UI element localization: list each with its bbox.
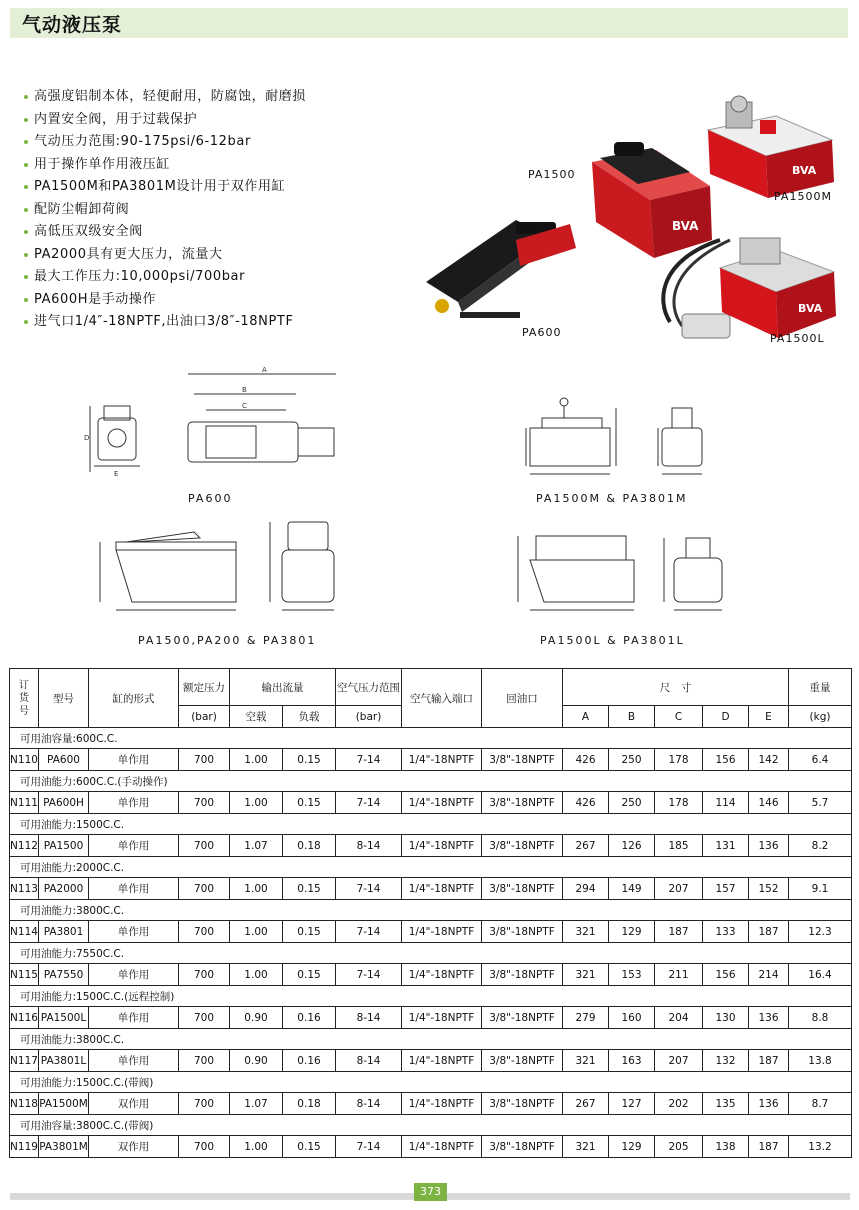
- capacity-caption: 可用油能力:1500C.C.: [10, 814, 852, 835]
- bullet-icon: [24, 208, 28, 212]
- header-unit-kg: (kg): [789, 706, 852, 728]
- table-cell: 8.8: [789, 1007, 852, 1029]
- table-cell: 0.90: [230, 1050, 283, 1072]
- feature-text: PA600H是手动操作: [34, 291, 157, 307]
- dim-c: C: [242, 402, 247, 410]
- table-row: [10, 921, 852, 943]
- capacity-caption: 可用油能力:3800C.C.: [10, 1029, 852, 1050]
- drawing-label-pa1500: PA1500,PA200 & PA3801: [138, 634, 317, 647]
- bullet-icon: [24, 95, 28, 99]
- drawing-label-pa1500m: PA1500M & PA3801M: [536, 492, 688, 505]
- table-cell: 单作用: [89, 921, 179, 943]
- table-cell: 321: [563, 1050, 609, 1072]
- table-row: [10, 792, 852, 814]
- feature-text: 高低压双级安全阀: [34, 224, 143, 239]
- feature-item: [22, 221, 306, 244]
- header-unit-bar: (bar): [179, 706, 230, 728]
- table-cell: 136: [749, 1093, 789, 1115]
- label-pa1500: PA1500: [528, 168, 576, 181]
- table-cell: 7-14: [336, 792, 402, 814]
- table-cell: 0.15: [283, 792, 336, 814]
- table-cell: 1/4"-18NPTF: [402, 835, 482, 857]
- table-cell: N112: [10, 835, 39, 857]
- pa1500l-brand-logo: BVA: [798, 302, 823, 315]
- table-cell: 0.18: [283, 835, 336, 857]
- table-cell: 1/4"-18NPTF: [402, 1007, 482, 1029]
- table-cell: 700: [179, 749, 230, 771]
- table-cell: 7-14: [336, 1136, 402, 1158]
- table-cell: 3/8"-18NPTF: [482, 878, 563, 900]
- table-cell: 149: [609, 878, 655, 900]
- table-row: [10, 1136, 852, 1158]
- header-bar: [10, 8, 848, 38]
- table-cell: 135: [703, 1093, 749, 1115]
- table-cell: 700: [179, 1007, 230, 1029]
- table-cell: 250: [609, 749, 655, 771]
- table-cell: 204: [655, 1007, 703, 1029]
- table-cell: 187: [749, 1136, 789, 1158]
- dim-a: A: [262, 366, 267, 374]
- table-cell: 267: [563, 1093, 609, 1115]
- table-cell: 8-14: [336, 1093, 402, 1115]
- table-cell: 153: [609, 964, 655, 986]
- table-cell: 700: [179, 921, 230, 943]
- table-cell: 0.90: [230, 1007, 283, 1029]
- table-cell: 133: [703, 921, 749, 943]
- table-cell: 129: [609, 1136, 655, 1158]
- header-oil-return: 回油口: [482, 669, 563, 728]
- dim-e: E: [114, 470, 119, 478]
- table-cell: 214: [749, 964, 789, 986]
- label-pa1500m: PA1500M: [774, 190, 832, 203]
- table-cell: 6.4: [789, 749, 852, 771]
- table-cell: 1.07: [230, 1093, 283, 1115]
- table-cell: 321: [563, 964, 609, 986]
- pa1500m-drawing: [526, 398, 702, 474]
- table-cell: 3/8"-18NPTF: [482, 749, 563, 771]
- table-cell: 156: [703, 749, 749, 771]
- table-cell: N118: [10, 1093, 39, 1115]
- table-cell: 单作用: [89, 964, 179, 986]
- dim-d: D: [84, 434, 90, 442]
- table-cell: 12.3: [789, 921, 852, 943]
- table-cell: 单作用: [89, 792, 179, 814]
- table-cell: PA600: [39, 749, 89, 771]
- table-cell: 0.18: [283, 1093, 336, 1115]
- table-row: [10, 878, 852, 900]
- table-cell: 0.16: [283, 1007, 336, 1029]
- header-air-inlet: 空气输入端口: [402, 669, 482, 728]
- table-cell: N110: [10, 749, 39, 771]
- table-cell: PA3801L: [39, 1050, 89, 1072]
- table-cell: 0.15: [283, 878, 336, 900]
- feature-item: [22, 244, 306, 267]
- table-cell: 207: [655, 1050, 703, 1072]
- table-cell: 185: [655, 835, 703, 857]
- table-cell: 3/8"-18NPTF: [482, 921, 563, 943]
- table-cell: 700: [179, 835, 230, 857]
- table-cell: PA1500M: [39, 1093, 89, 1115]
- label-pa600: PA600: [522, 326, 562, 339]
- dimension-drawings: [60, 362, 820, 662]
- header-dim-c: C: [655, 706, 703, 728]
- header-output-flow: 输出流量: [230, 669, 336, 706]
- pa1500m-pump-image: [708, 96, 834, 198]
- capacity-caption: 可用油能力:2000C.C.: [10, 857, 852, 878]
- table-cell: 8.2: [789, 835, 852, 857]
- product-photos: [420, 90, 840, 350]
- table-cell: 130: [703, 1007, 749, 1029]
- table-cell: 138: [703, 1136, 749, 1158]
- header-weight: 重量: [789, 669, 852, 706]
- table-cell: 163: [609, 1050, 655, 1072]
- table-cell: 1.00: [230, 964, 283, 986]
- pa1500-drawing: [100, 522, 334, 610]
- bullet-icon: [24, 185, 28, 189]
- table-cell: 3/8"-18NPTF: [482, 835, 563, 857]
- feature-item: [22, 311, 306, 334]
- feature-item: [22, 289, 306, 312]
- capacity-caption: 可用油能力:1500C.C.(带阀): [10, 1072, 852, 1093]
- table-cell: 8-14: [336, 1007, 402, 1029]
- feature-item: [22, 176, 306, 199]
- pa1500-pump-image: [592, 142, 712, 258]
- table-cell: 207: [655, 878, 703, 900]
- table-cell: 3/8"-18NPTF: [482, 1093, 563, 1115]
- table-cell: 1.00: [230, 749, 283, 771]
- header-dim-e: E: [749, 706, 789, 728]
- feature-text: 配防尘帽卸荷阀: [34, 201, 130, 217]
- label-pa1500l: PA1500L: [770, 332, 825, 345]
- bullet-icon: [24, 118, 28, 122]
- table-cell: 1.00: [230, 878, 283, 900]
- table-cell: N114: [10, 921, 39, 943]
- header-dim-a: A: [563, 706, 609, 728]
- table-cell: 3/8"-18NPTF: [482, 964, 563, 986]
- table-cell: PA3801: [39, 921, 89, 943]
- pa600-pump-image: [426, 220, 576, 318]
- feature-item: [22, 266, 306, 289]
- table-cell: 156: [703, 964, 749, 986]
- table-cell: 114: [703, 792, 749, 814]
- table-cell: 双作用: [89, 1136, 179, 1158]
- table-cell: 1/4"-18NPTF: [402, 878, 482, 900]
- table-cell: N119: [10, 1136, 39, 1158]
- feature-text: 进气口1/4″-18NPTF,出油口3/8″-18NPTF: [34, 314, 294, 329]
- table-cell: 0.15: [283, 1136, 336, 1158]
- table-cell: 1/4"-18NPTF: [402, 964, 482, 986]
- drawing-label-pa1500l: PA1500L & PA3801L: [540, 634, 685, 647]
- table-cell: 3/8"-18NPTF: [482, 1050, 563, 1072]
- dimension-drawing-illustration: [60, 362, 820, 662]
- table-cell: 单作用: [89, 1050, 179, 1072]
- pa1500l-pump-image: [663, 238, 836, 338]
- table-cell: 1/4"-18NPTF: [402, 792, 482, 814]
- table-cell: 0.15: [283, 964, 336, 986]
- pa1500m-brand-logo: BVA: [792, 164, 817, 177]
- feature-item: [22, 199, 306, 222]
- feature-text: 气动压力范围:90-175psi/6-12bar: [34, 134, 251, 149]
- table-cell: PA1500: [39, 835, 89, 857]
- product-photo-illustration: [420, 90, 840, 350]
- drawing-label-pa600: PA600: [188, 492, 233, 505]
- table-cell: 16.4: [789, 964, 852, 986]
- table-cell: 0.15: [283, 921, 336, 943]
- table-cell: 126: [609, 835, 655, 857]
- table-cell: 178: [655, 792, 703, 814]
- feature-text: 最大工作压力:10,000psi/700bar: [34, 269, 246, 284]
- feature-text: PA2000具有更大压力，流量大: [34, 246, 223, 262]
- pa1500l-drawing: [518, 536, 722, 610]
- table-cell: 426: [563, 749, 609, 771]
- bullet-icon: [24, 230, 28, 234]
- dim-b: B: [242, 386, 247, 394]
- table-cell: 1/4"-18NPTF: [402, 749, 482, 771]
- table-cell: 700: [179, 1050, 230, 1072]
- table-cell: 700: [179, 878, 230, 900]
- table-cell: 3/8"-18NPTF: [482, 1007, 563, 1029]
- table-cell: 321: [563, 1136, 609, 1158]
- table-row: [10, 835, 852, 857]
- pa600-top-drawing: [188, 366, 336, 462]
- table-cell: 1.07: [230, 835, 283, 857]
- table-cell: 279: [563, 1007, 609, 1029]
- spec-table: [9, 668, 852, 1158]
- header-cyl-type: 缸的形式: [89, 669, 179, 728]
- table-cell: 132: [703, 1050, 749, 1072]
- table-cell: 136: [749, 1007, 789, 1029]
- pa1500-brand-logo: BVA: [672, 219, 699, 233]
- table-cell: 202: [655, 1093, 703, 1115]
- bullet-icon: [24, 298, 28, 302]
- table-cell: 294: [563, 878, 609, 900]
- bullet-icon: [24, 253, 28, 257]
- table-row: [10, 749, 852, 771]
- table-cell: 142: [749, 749, 789, 771]
- feature-text: 用于操作单作用液压缸: [34, 156, 171, 172]
- table-cell: 1.00: [230, 1136, 283, 1158]
- capacity-caption: 可用油能力:600C.C.(手动操作): [10, 771, 852, 792]
- table-cell: 7-14: [336, 964, 402, 986]
- table-cell: 9.1: [789, 878, 852, 900]
- header-unit-bar-air: (bar): [336, 706, 402, 728]
- header-load: 负载: [283, 706, 336, 728]
- table-cell: N113: [10, 878, 39, 900]
- table-cell: N115: [10, 964, 39, 986]
- header-order-no: 订货号: [10, 669, 39, 728]
- table-cell: 7-14: [336, 878, 402, 900]
- table-cell: PA2000: [39, 878, 89, 900]
- table-cell: 267: [563, 835, 609, 857]
- table-cell: 单作用: [89, 749, 179, 771]
- table-cell: 1/4"-18NPTF: [402, 1050, 482, 1072]
- header-size: 尺 寸: [563, 669, 789, 706]
- table-cell: 187: [749, 1050, 789, 1072]
- bullet-icon: [24, 140, 28, 144]
- feature-text: 高强度铝制本体，轻便耐用，防腐蚀，耐磨损: [34, 89, 307, 104]
- header-dim-b: B: [609, 706, 655, 728]
- table-cell: 129: [609, 921, 655, 943]
- header-no-load: 空载: [230, 706, 283, 728]
- bullet-icon: [24, 320, 28, 324]
- table-cell: 0.15: [283, 749, 336, 771]
- capacity-caption: 可用油能力:7550C.C.: [10, 943, 852, 964]
- bullet-icon: [24, 163, 28, 167]
- header-air-pressure: 空气压力范围: [336, 669, 402, 706]
- table-cell: 5.7: [789, 792, 852, 814]
- feature-text: PA1500M和PA3801M设计用于双作用缸: [34, 179, 286, 194]
- table-cell: 700: [179, 1093, 230, 1115]
- table-cell: 178: [655, 749, 703, 771]
- feature-text: 内置安全阀，用于过载保护: [34, 111, 198, 127]
- page-title: 气动液压泵: [22, 14, 123, 36]
- feature-item: [22, 109, 306, 132]
- table-cell: PA600H: [39, 792, 89, 814]
- table-cell: 157: [703, 878, 749, 900]
- table-row: [10, 964, 852, 986]
- table-row: [10, 1050, 852, 1072]
- table-cell: 1/4"-18NPTF: [402, 1093, 482, 1115]
- table-cell: 211: [655, 964, 703, 986]
- table-cell: 1.00: [230, 792, 283, 814]
- table-cell: 8-14: [336, 835, 402, 857]
- table-cell: 3/8"-18NPTF: [482, 1136, 563, 1158]
- table-cell: 8.7: [789, 1093, 852, 1115]
- header-model: 型号: [39, 669, 89, 728]
- table-cell: 187: [655, 921, 703, 943]
- spec-table-body: [10, 728, 852, 1158]
- feature-item: [22, 154, 306, 177]
- table-cell: N116: [10, 1007, 39, 1029]
- table-cell: 700: [179, 1136, 230, 1158]
- table-cell: 127: [609, 1093, 655, 1115]
- table-cell: 700: [179, 964, 230, 986]
- table-cell: 1/4"-18NPTF: [402, 1136, 482, 1158]
- capacity-caption: 可用油容量:3800C.C.(带阀): [10, 1115, 852, 1136]
- table-cell: 单作用: [89, 835, 179, 857]
- feature-item: [22, 86, 306, 109]
- table-cell: 187: [749, 921, 789, 943]
- table-cell: 250: [609, 792, 655, 814]
- capacity-caption: 可用油容量:600C.C.: [10, 728, 852, 749]
- feature-item: [22, 131, 306, 154]
- table-cell: 7-14: [336, 921, 402, 943]
- table-cell: 3/8"-18NPTF: [482, 792, 563, 814]
- pa600-front-drawing: [84, 406, 140, 478]
- table-cell: 700: [179, 792, 230, 814]
- table-cell: 131: [703, 835, 749, 857]
- table-cell: 160: [609, 1007, 655, 1029]
- capacity-caption: 可用油能力:3800C.C.: [10, 900, 852, 921]
- table-cell: 1.00: [230, 921, 283, 943]
- table-row: [10, 1093, 852, 1115]
- capacity-caption: 可用油能力:1500C.C.(远程控制): [10, 986, 852, 1007]
- table-cell: 0.16: [283, 1050, 336, 1072]
- page-number: 373: [414, 1183, 447, 1201]
- table-cell: 205: [655, 1136, 703, 1158]
- table-cell: PA1500L: [39, 1007, 89, 1029]
- header-dim-d: D: [703, 706, 749, 728]
- table-cell: 146: [749, 792, 789, 814]
- bullet-icon: [24, 275, 28, 279]
- table-cell: 321: [563, 921, 609, 943]
- table-cell: 8-14: [336, 1050, 402, 1072]
- table-cell: PA7550: [39, 964, 89, 986]
- table-cell: 136: [749, 835, 789, 857]
- table-cell: 13.8: [789, 1050, 852, 1072]
- header-rated-pressure: 额定压力: [179, 669, 230, 706]
- table-cell: 13.2: [789, 1136, 852, 1158]
- feature-list: [22, 86, 306, 334]
- table-cell: 426: [563, 792, 609, 814]
- table-cell: N111: [10, 792, 39, 814]
- table-cell: 单作用: [89, 1007, 179, 1029]
- table-cell: PA3801M: [39, 1136, 89, 1158]
- table-cell: 双作用: [89, 1093, 179, 1115]
- table-cell: 152: [749, 878, 789, 900]
- table-cell: 7-14: [336, 749, 402, 771]
- table-cell: 单作用: [89, 878, 179, 900]
- table-cell: N117: [10, 1050, 39, 1072]
- table-row: [10, 1007, 852, 1029]
- table-cell: 1/4"-18NPTF: [402, 921, 482, 943]
